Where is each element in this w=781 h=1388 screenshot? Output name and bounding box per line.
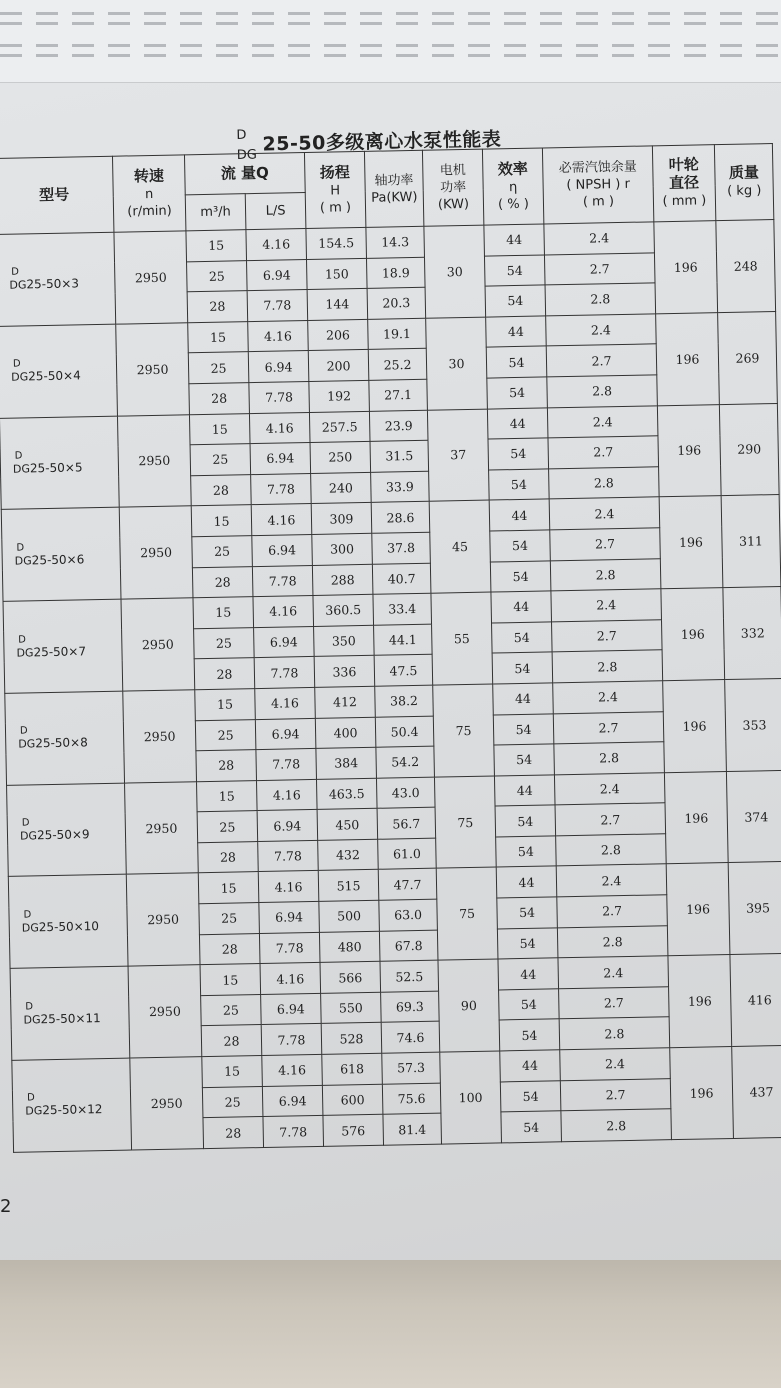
flow-m3h-cell: 25 [201,994,262,1026]
impeller-cell: 196 [661,588,725,681]
model-prefix-top: D [25,1001,34,1013]
shaft-power-cell: 43.0 [376,777,435,809]
head-cell: 200 [308,350,369,382]
head-cell: 450 [317,809,378,841]
impeller-cell: 196 [657,404,721,497]
speed-cell: 2950 [123,690,197,783]
shaft-power-cell: 69.3 [381,991,440,1023]
flow-m3h-cell: 28 [191,474,252,506]
impeller-cell: 196 [656,312,720,405]
flow-m3h-cell: 28 [192,566,253,598]
model-name: 25-50×7 [33,643,87,659]
flow-ls-cell: 4.16 [253,596,314,628]
npsh-cell: 2.8 [547,375,658,408]
shaft-power-cell: 57.3 [382,1052,441,1084]
model-prefix-bottom: DG [19,829,38,843]
shaft-power-cell: 31.5 [370,440,429,472]
shaft-power-cell: 44.1 [374,624,433,656]
efficiency-cell: 54 [496,836,557,868]
efficiency-cell: 54 [494,744,555,776]
desk-surface [0,1260,781,1388]
speed-cell: 2950 [117,414,191,507]
head-cell: 432 [318,839,379,871]
flow-m3h-cell: 15 [200,964,261,996]
npsh-cell: 2.7 [553,711,664,744]
title-prefix-bottom: DG [236,147,258,163]
model-cell [8,875,128,969]
speed-cell: 2950 [121,598,195,691]
model-name: 25-50×9 [36,827,90,843]
flow-ls-cell: 4.16 [255,687,316,719]
npsh-cell: 2.8 [561,1109,672,1142]
efficiency-cell: 44 [493,683,554,715]
efficiency-cell: 54 [484,255,545,287]
flow-ls-cell: 6.94 [248,351,309,383]
npsh-cell: 2.7 [546,344,657,377]
flow-ls-cell: 4.16 [262,1054,323,1086]
flow-m3h-cell: 25 [197,811,258,843]
efficiency-cell: 54 [497,927,558,959]
shaft-power-cell: 47.7 [378,869,437,901]
shaft-power-cell: 54.2 [376,746,435,778]
model-prefix-bottom: DG [9,278,27,293]
npsh-cell: 2.4 [547,405,658,438]
efficiency-cell: 44 [494,775,555,807]
flow-m3h-cell: 28 [199,933,260,965]
efficiency-cell: 44 [487,407,548,439]
head-cell: 566 [320,961,381,993]
efficiency-cell: 54 [495,805,556,837]
model-name: 25-50×8 [35,735,88,751]
npsh-cell: 2.4 [549,497,660,530]
head-cell: 576 [323,1114,384,1146]
efficiency-cell: 44 [500,1050,561,1082]
title-text: 25-50多级离心水泵性能表 [262,128,502,156]
flow-m3h-cell: 25 [188,352,249,384]
model-prefix-top: D [21,817,30,829]
flow-ls-cell: 6.94 [250,443,311,475]
flow-ls-cell: 7.78 [247,290,308,322]
flow-m3h-cell: 25 [202,1086,263,1118]
model-prefix-bottom: DG [25,1104,43,1118]
npsh-cell: 2.4 [556,864,667,897]
flow-m3h-cell: 28 [189,383,250,415]
head-cell: 515 [318,870,379,902]
flow-ls-cell: 4.16 [249,412,310,444]
shaft-power-cell: 28.6 [371,502,430,534]
flow-m3h-cell: 28 [203,1117,264,1149]
header-speed: 转速 n (r/min) [112,155,185,232]
header-mass: 质量 ( kg ) [714,144,773,221]
shaft-power-cell: 37.8 [372,532,431,564]
speed-cell: 2950 [116,323,190,416]
shaft-power-cell: 27.1 [369,379,428,411]
shaft-power-cell: 14.3 [366,226,425,258]
flow-m3h-cell: 28 [187,291,248,323]
npsh-cell: 2.8 [556,834,667,867]
flow-ls-cell: 7.78 [254,657,315,689]
shaft-power-cell: 25.2 [368,349,427,381]
flow-ls-cell: 6.94 [254,626,315,658]
shaft-power-cell: 33.4 [373,593,432,625]
flow-m3h-cell: 25 [187,260,248,292]
efficiency-cell: 44 [498,958,559,990]
npsh-cell: 2.4 [551,589,662,622]
model-prefix-top: D [26,1092,35,1104]
flow-m3h-cell: 15 [189,413,250,445]
mass-cell: 248 [716,220,776,313]
model-cell [0,232,116,326]
flow-m3h-cell: 15 [193,597,254,629]
model-prefix-bottom: DG [23,1012,41,1027]
head-cell: 150 [306,258,367,290]
npsh-cell: 2.4 [553,681,664,714]
flow-ls-cell: 7.78 [251,473,312,505]
efficiency-cell: 54 [489,469,550,501]
efficiency-cell: 54 [497,897,558,929]
head-cell: 412 [315,686,376,718]
head-cell: 240 [311,472,372,504]
model-cell [5,691,125,785]
model-prefix-bottom: DG [11,370,29,384]
flow-ls-cell: 6.94 [259,901,320,933]
efficiency-cell: 54 [499,1019,560,1051]
flow-m3h-cell: 28 [201,1025,262,1057]
flow-ls-cell: 7.78 [263,1116,324,1148]
npsh-cell: 2.7 [544,252,655,285]
flow-m3h-cell: 15 [198,872,259,904]
model-name: 25-50×6 [31,552,85,568]
mass-cell: 416 [730,954,781,1047]
speed-cell: 2950 [130,1057,204,1150]
model-prefix-top: D [12,358,21,370]
head-cell: 300 [312,533,373,565]
table-body [0,220,781,1153]
npsh-cell: 2.7 [548,436,659,469]
npsh-cell: 2.8 [554,742,665,775]
model-prefix-top: D [23,909,32,921]
flow-ls-cell: 4.16 [248,320,309,352]
impeller-cell: 196 [666,863,730,956]
npsh-cell: 2.7 [555,803,666,836]
model-cell [0,324,117,418]
flow-ls-cell: 6.94 [257,810,318,842]
shaft-power-cell: 20.3 [367,287,426,319]
model-name: 25-50×11 [40,1010,101,1026]
model-prefix-top: D [19,725,28,737]
head-cell: 192 [309,380,370,412]
npsh-cell: 2.7 [552,619,663,652]
head-cell: 480 [319,931,380,963]
flow-ls-cell: 6.94 [252,534,313,566]
flow-m3h-cell: 28 [198,841,259,873]
model-cell [1,508,121,602]
perforated-margin [0,0,781,83]
shaft-power-cell: 52.5 [380,960,439,992]
impeller-cell: 196 [664,771,728,864]
npsh-cell: 2.4 [560,1048,671,1081]
npsh-cell: 2.8 [557,925,668,958]
flow-ls-cell: 6.94 [262,1085,323,1117]
model-cell [7,783,127,877]
flow-m3h-cell: 15 [186,230,247,262]
efficiency-cell: 54 [485,285,546,317]
shaft-power-cell: 81.4 [383,1113,442,1145]
speed-cell: 2950 [125,781,199,874]
head-cell: 528 [321,1023,382,1055]
shaft-power-cell: 19.1 [368,318,427,350]
flow-ls-cell: 6.94 [255,718,316,750]
head-cell: 288 [312,564,373,596]
header-motor-power: 电机 功率 (KW) [422,149,483,226]
speed-cell: 2950 [114,231,188,324]
flow-m3h-cell: 15 [197,780,258,812]
header-flow-ls: L/S [245,193,306,230]
speed-cell: 2950 [126,873,200,966]
speed-cell: 2950 [119,506,193,599]
flow-ls-cell: 4.16 [260,963,321,995]
mass-cell: 290 [719,403,779,496]
efficiency-cell: 54 [490,560,551,592]
npsh-cell: 2.4 [546,314,657,347]
npsh-cell: 2.4 [558,956,669,989]
model-prefix-top: D [11,266,20,279]
npsh-cell: 2.7 [559,987,670,1020]
header-model: 型号 [0,156,114,234]
model-name: 25-50×10 [38,918,100,935]
efficiency-cell: 54 [501,1111,562,1143]
flow-ls-cell: 4.16 [258,871,319,903]
npsh-cell: 2.8 [550,558,661,591]
head-cell: 309 [311,503,372,535]
flow-m3h-cell: 25 [195,719,256,751]
motor-power-cell: 30 [426,317,488,410]
shaft-power-cell: 23.9 [369,410,428,442]
head-cell: 336 [314,656,375,688]
efficiency-cell: 54 [490,530,551,562]
mass-cell: 374 [726,770,781,863]
shaft-power-cell: 33.9 [371,471,430,503]
header-head: 扬程 H ( m ) [304,151,365,228]
efficiency-cell: 54 [487,377,548,409]
performance-table [0,143,781,1153]
motor-power-cell: 75 [434,776,496,869]
flow-m3h-cell: 15 [202,1056,263,1088]
model-cell [10,966,130,1060]
shaft-power-cell: 38.2 [375,685,434,717]
npsh-cell: 2.7 [550,528,661,561]
efficiency-cell: 44 [496,866,557,898]
motor-power-cell: 100 [440,1051,502,1144]
model-name: 25-50×12 [42,1102,103,1118]
header-npsh: 必需汽蚀余量 ( NPSH ) r ( m ) [542,146,653,224]
head-cell: 257.5 [309,411,370,443]
npsh-cell: 2.8 [552,650,663,683]
flow-m3h-cell: 28 [194,658,255,690]
model-cell [3,599,123,693]
head-cell: 206 [308,319,369,351]
npsh-cell: 2.4 [544,222,655,255]
header-flow-m3h: m³/h [185,194,246,231]
efficiency-cell: 44 [484,224,545,256]
flow-ls-cell: 4.16 [251,504,312,536]
speed-cell: 2950 [128,965,202,1058]
model-prefix-bottom: DG [21,921,39,935]
model-prefix-top: D [14,450,23,462]
efficiency-cell: 54 [500,1080,561,1112]
motor-power-cell: 55 [431,592,493,685]
flow-ls-cell: 7.78 [256,749,317,781]
flow-ls-cell: 6.94 [247,259,308,291]
head-cell: 350 [314,625,375,657]
header-flow: 流 量Q [184,153,305,195]
motor-power-cell: 37 [427,409,489,502]
header-efficiency: 效率 η ( % ) [482,148,543,225]
efficiency-cell: 44 [489,499,550,531]
mass-cell: 269 [718,311,778,404]
flow-m3h-cell: 28 [196,750,257,782]
efficiency-cell: 44 [491,591,552,623]
impeller-cell: 196 [668,955,732,1048]
efficiency-cell: 54 [492,622,553,654]
model-name: 25-50×4 [28,368,81,384]
efficiency-cell: 54 [492,652,553,684]
model-prefix-top: D [18,633,27,646]
model-cell [0,416,119,510]
shaft-power-cell: 40.7 [372,563,431,595]
head-cell: 384 [316,747,377,779]
head-cell: 154.5 [306,227,367,259]
impeller-cell: 196 [670,1047,734,1140]
header-impeller: 叶轮 直径 ( mm ) [652,145,715,222]
shaft-power-cell: 50.4 [375,716,434,748]
flow-ls-cell: 7.78 [258,840,319,872]
head-cell: 500 [319,900,380,932]
mass-cell: 437 [732,1045,781,1138]
head-cell: 618 [322,1053,383,1085]
flow-ls-cell: 7.78 [252,565,313,597]
flow-m3h-cell: 25 [194,627,255,659]
page-number: 2 [0,1196,12,1217]
head-cell: 550 [321,992,382,1024]
impeller-cell: 196 [663,679,727,772]
model-name: 25-50×5 [29,460,83,476]
performance-table-wrap [0,143,781,1153]
model-prefix-bottom: DG [12,462,31,476]
shaft-power-cell: 75.6 [382,1083,441,1115]
head-cell: 360.5 [313,594,374,626]
shaft-power-cell: 74.6 [381,1022,440,1054]
header-shaft-power: 轴功率 Pa(KW) [364,150,423,227]
flow-ls-cell: 6.94 [261,993,322,1025]
mass-cell: 311 [721,495,781,588]
mass-cell: 353 [725,678,781,771]
motor-power-cell: 75 [433,684,495,777]
flow-ls-cell: 4.16 [256,779,317,811]
efficiency-cell: 54 [488,438,549,470]
head-cell: 463.5 [316,778,377,810]
shaft-power-cell: 18.9 [366,257,425,289]
npsh-cell: 2.7 [560,1078,671,1111]
flow-m3h-cell: 25 [199,903,260,935]
efficiency-cell: 54 [486,346,547,378]
npsh-cell: 2.8 [545,283,656,316]
shaft-power-cell: 61.0 [378,838,437,870]
motor-power-cell: 75 [436,867,498,960]
flow-m3h-cell: 25 [192,536,253,568]
flow-ls-cell: 7.78 [261,1024,322,1056]
shaft-power-cell: 63.0 [379,899,438,931]
model-prefix-bottom: DG [18,737,36,751]
head-cell: 250 [310,441,371,473]
shaft-power-cell: 47.5 [374,654,433,686]
motor-power-cell: 45 [429,500,491,593]
model-prefix-top: D [16,542,25,554]
npsh-cell: 2.8 [549,467,660,500]
flow-ls-cell: 4.16 [246,229,307,261]
impeller-cell: 196 [654,221,718,314]
shaft-power-cell: 56.7 [377,807,436,839]
model-prefix-bottom: DG [16,645,34,660]
flow-m3h-cell: 15 [195,688,256,720]
head-cell: 144 [307,289,368,321]
flow-ls-cell: 7.78 [259,932,320,964]
npsh-cell: 2.7 [557,895,668,928]
impeller-cell: 196 [659,496,723,589]
flow-m3h-cell: 15 [191,505,252,537]
model-name: 25-50×3 [26,276,80,292]
flow-m3h-cell: 25 [190,444,251,476]
efficiency-cell: 44 [486,316,547,348]
mass-cell: 395 [728,862,781,955]
npsh-cell: 2.8 [559,1017,670,1050]
efficiency-cell: 54 [499,989,560,1021]
title-prefix-top: D [236,127,247,143]
motor-power-cell: 90 [438,959,500,1052]
model-prefix-bottom: DG [14,554,32,568]
head-cell: 600 [322,1084,383,1116]
motor-power-cell: 30 [424,225,486,318]
head-cell: 400 [315,717,376,749]
flow-ls-cell: 7.78 [249,381,310,413]
shaft-power-cell: 67.8 [379,930,438,962]
flow-m3h-cell: 15 [188,321,249,353]
efficiency-cell: 54 [493,713,554,745]
mass-cell: 332 [723,587,781,680]
npsh-cell: 2.4 [554,772,665,805]
model-cell [12,1058,132,1152]
